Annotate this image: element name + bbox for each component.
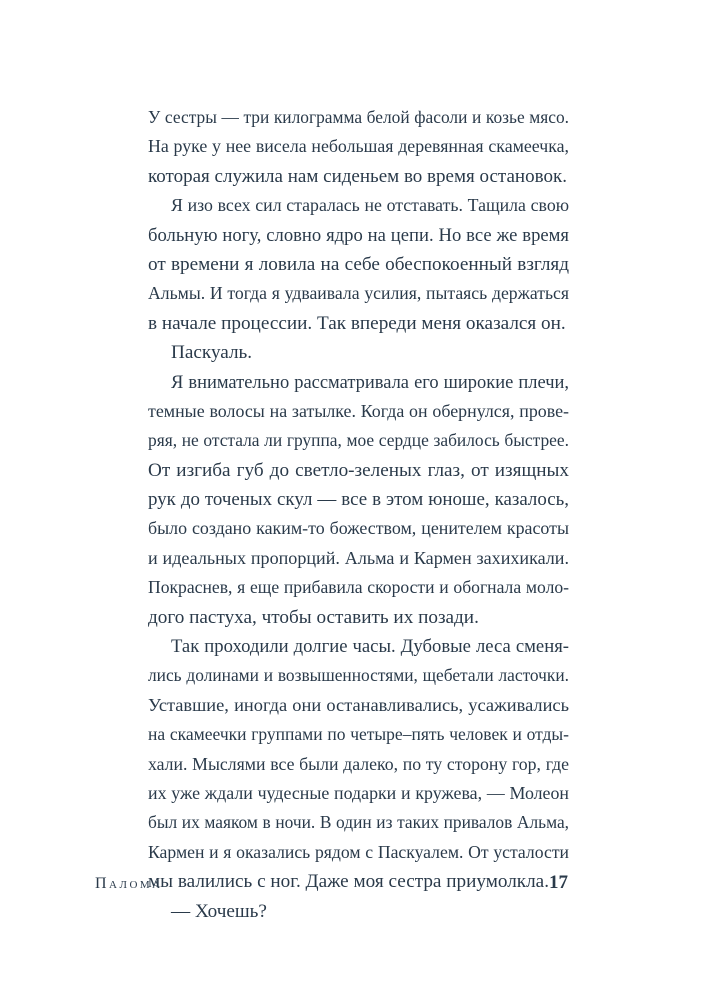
text-line: в начале процессии. Так впереди меня оказался он. xyxy=(148,312,566,334)
text-line: темные волосы на затылке. Когда он обернулся, прове- xyxy=(148,400,569,421)
text-line: Паскуаль. xyxy=(171,342,253,364)
text-line: было создано каким-то божеством, ценителем красоты xyxy=(148,518,569,539)
text-line: которая служила нам сиденьем во время остановок. xyxy=(148,165,567,187)
text-line: и идеальных пропорций. Альма и Кармен захихикали. xyxy=(148,547,569,568)
text-line: Кармен и я оказались рядом с Паскуалем. От усталости xyxy=(148,841,569,862)
page-number: 17 xyxy=(549,872,568,893)
text-line: Я изо всех сил старалась не отставать. Тащила свою xyxy=(171,195,569,216)
text-line: Я внимательно рассматривала его широкие плечи, xyxy=(171,371,569,392)
text-line: был их маяком в ночи. В один из таких привалов Альма, xyxy=(148,813,569,833)
text-line: от времени я ловила на себе обеспокоенный взгляд xyxy=(148,253,569,275)
text-line: На руке у нее висела небольшая деревянная скамеечка, xyxy=(148,136,569,157)
text-line: на скамеечки группами по четыре–пять человек и отды- xyxy=(148,724,569,745)
text-line: Покраснев, я еще прибавила скорости и обогнала моло- xyxy=(148,577,569,598)
text-line: хали. Мыслями все были далеко, по ту сторону гор, где xyxy=(148,753,569,774)
text-line: дого пастуха, чтобы оставить их позади. xyxy=(148,606,479,628)
text-line: больную ногу, словно ядро на цепи. Но все же время xyxy=(148,224,569,246)
text-line: — Хочешь? xyxy=(171,900,267,922)
text-line: Так проходили долгие часы. Дубовые леса сменя- xyxy=(171,636,569,658)
text-line: рук до точеных скул — все в этом юноше, казалось, xyxy=(148,489,569,511)
body-text xyxy=(148,103,569,926)
text-line: их уже ждали чудесные подарки и кружева, — Молеон xyxy=(148,782,569,803)
text-line: мы валились с ног. Даже моя сестра приумолкла. xyxy=(148,871,549,893)
text-line: У сестры — три килограмма белой фасоли и козье мясо. xyxy=(148,108,569,127)
text-line: Альмы. И тогда я удваивала усилия, пытаясь держаться xyxy=(148,283,569,304)
text-line: Уставшие, иногда они останавливались, усаживались xyxy=(148,694,569,715)
text-line: ряя, не отстала ли группа, мое сердце забилось быстрее. xyxy=(148,430,569,451)
text-line: От изгиба губ до светло-зеленых глаз, от изящных xyxy=(148,459,569,481)
running-footer-title: Палома xyxy=(95,875,163,892)
text-line: лись долинами и возвышенностями, щебетали ласточки. xyxy=(148,666,569,686)
